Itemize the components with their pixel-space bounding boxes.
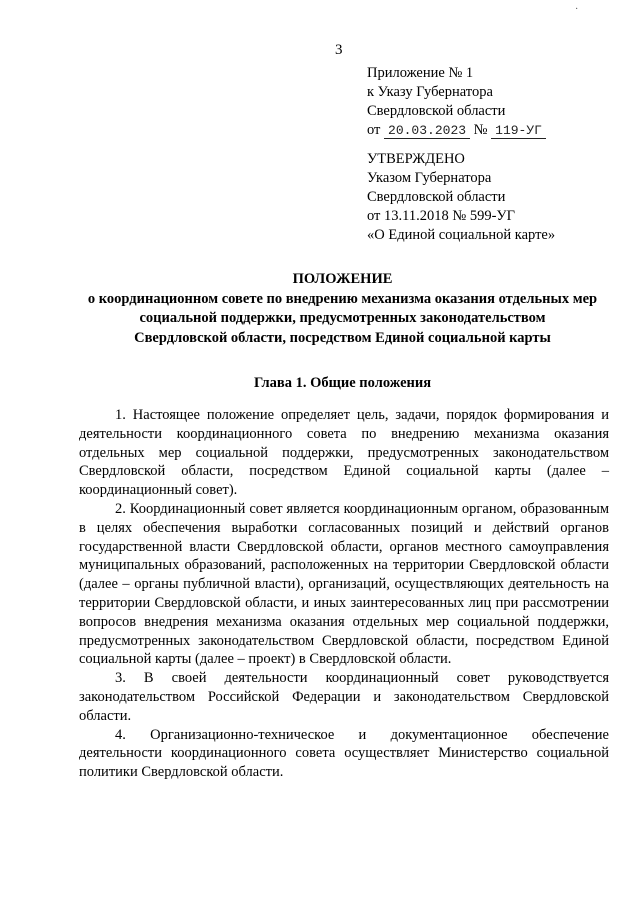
annex-line-3: Свердловской области	[367, 103, 506, 119]
title-line-2: о координационном совете по внедрению механизма оказания отдельных мер	[87, 290, 598, 307]
annex-block	[367, 64, 546, 140]
annex-line-2: к Указу Губернатора	[367, 84, 493, 100]
title-line-1: ПОЛОЖЕНИЕ	[292, 271, 393, 287]
paragraph-2: 2. Координационный совет является координационным органом, образованным в целях обеспечения выработки согласованных позиций и действий органов государственной власти Свердловской области, органов местного самоуправления муниципальных образований, расположенных на территории Свердловской области (далее – органы публичной власти), организаций, осуществляющих деятельность на территории Свердловской области, и иных заинтересованных лиц при рассмотрении вопросов внедрения механизма оказания отдельных мер социальной поддержки, предусмотренных законодательством Свердловской области, посредством Единой социальной карты (далее – проект) в Свердловской области.	[79, 500, 609, 668]
approved-line-4: от 13.11.2018 № 599-УГ	[367, 208, 516, 224]
approved-line-1: УТВЕРЖДЕНО	[367, 151, 465, 167]
approved-line-5: «О Единой социальной карте»	[367, 227, 556, 243]
document-body	[79, 406, 609, 782]
annex-number: 119-УГ	[491, 123, 546, 139]
annex-line-1: Приложение № 1	[367, 65, 474, 81]
chapter-heading: Глава 1. Общие положения	[253, 375, 432, 391]
paragraph-4: 4. Организационно-техническое и документационное обеспечение деятельности координационного совета осуществляет Министерство социальной политики Свердловской области.	[79, 726, 609, 781]
approved-line-2: Указом Губернатора	[367, 170, 492, 186]
title-line-3: социальной поддержки, предусмотренных законодательством	[139, 310, 546, 326]
title-line-4: Свердловской области, посредством Единой социальной карты	[134, 329, 551, 346]
approved-block	[367, 150, 555, 245]
annex-date-line	[367, 121, 546, 140]
corner-mark: ·	[575, 4, 579, 15]
approved-line-3: Свердловской области	[367, 189, 506, 205]
number-prefix: №	[473, 122, 488, 138]
paragraph-1: 1. Настоящее положение определяет цель, задачи, порядок формирования и деятельности координационного совета по внедрению механизма оказания отдельных мер социальной поддержки, предусмотренных законодательством Свердловской области, посредством Единой социальной карты (далее – координационный совет).	[79, 407, 609, 499]
date-prefix: от	[367, 122, 381, 138]
page-number: 3	[335, 42, 343, 58]
annex-date: 20.03.2023	[384, 123, 470, 139]
paragraph-3: 3. В своей деятельности координационный совет руководствуется законодательством Российской Федерации и законодательством Свердловской области.	[79, 670, 609, 724]
document-title	[70, 270, 615, 348]
